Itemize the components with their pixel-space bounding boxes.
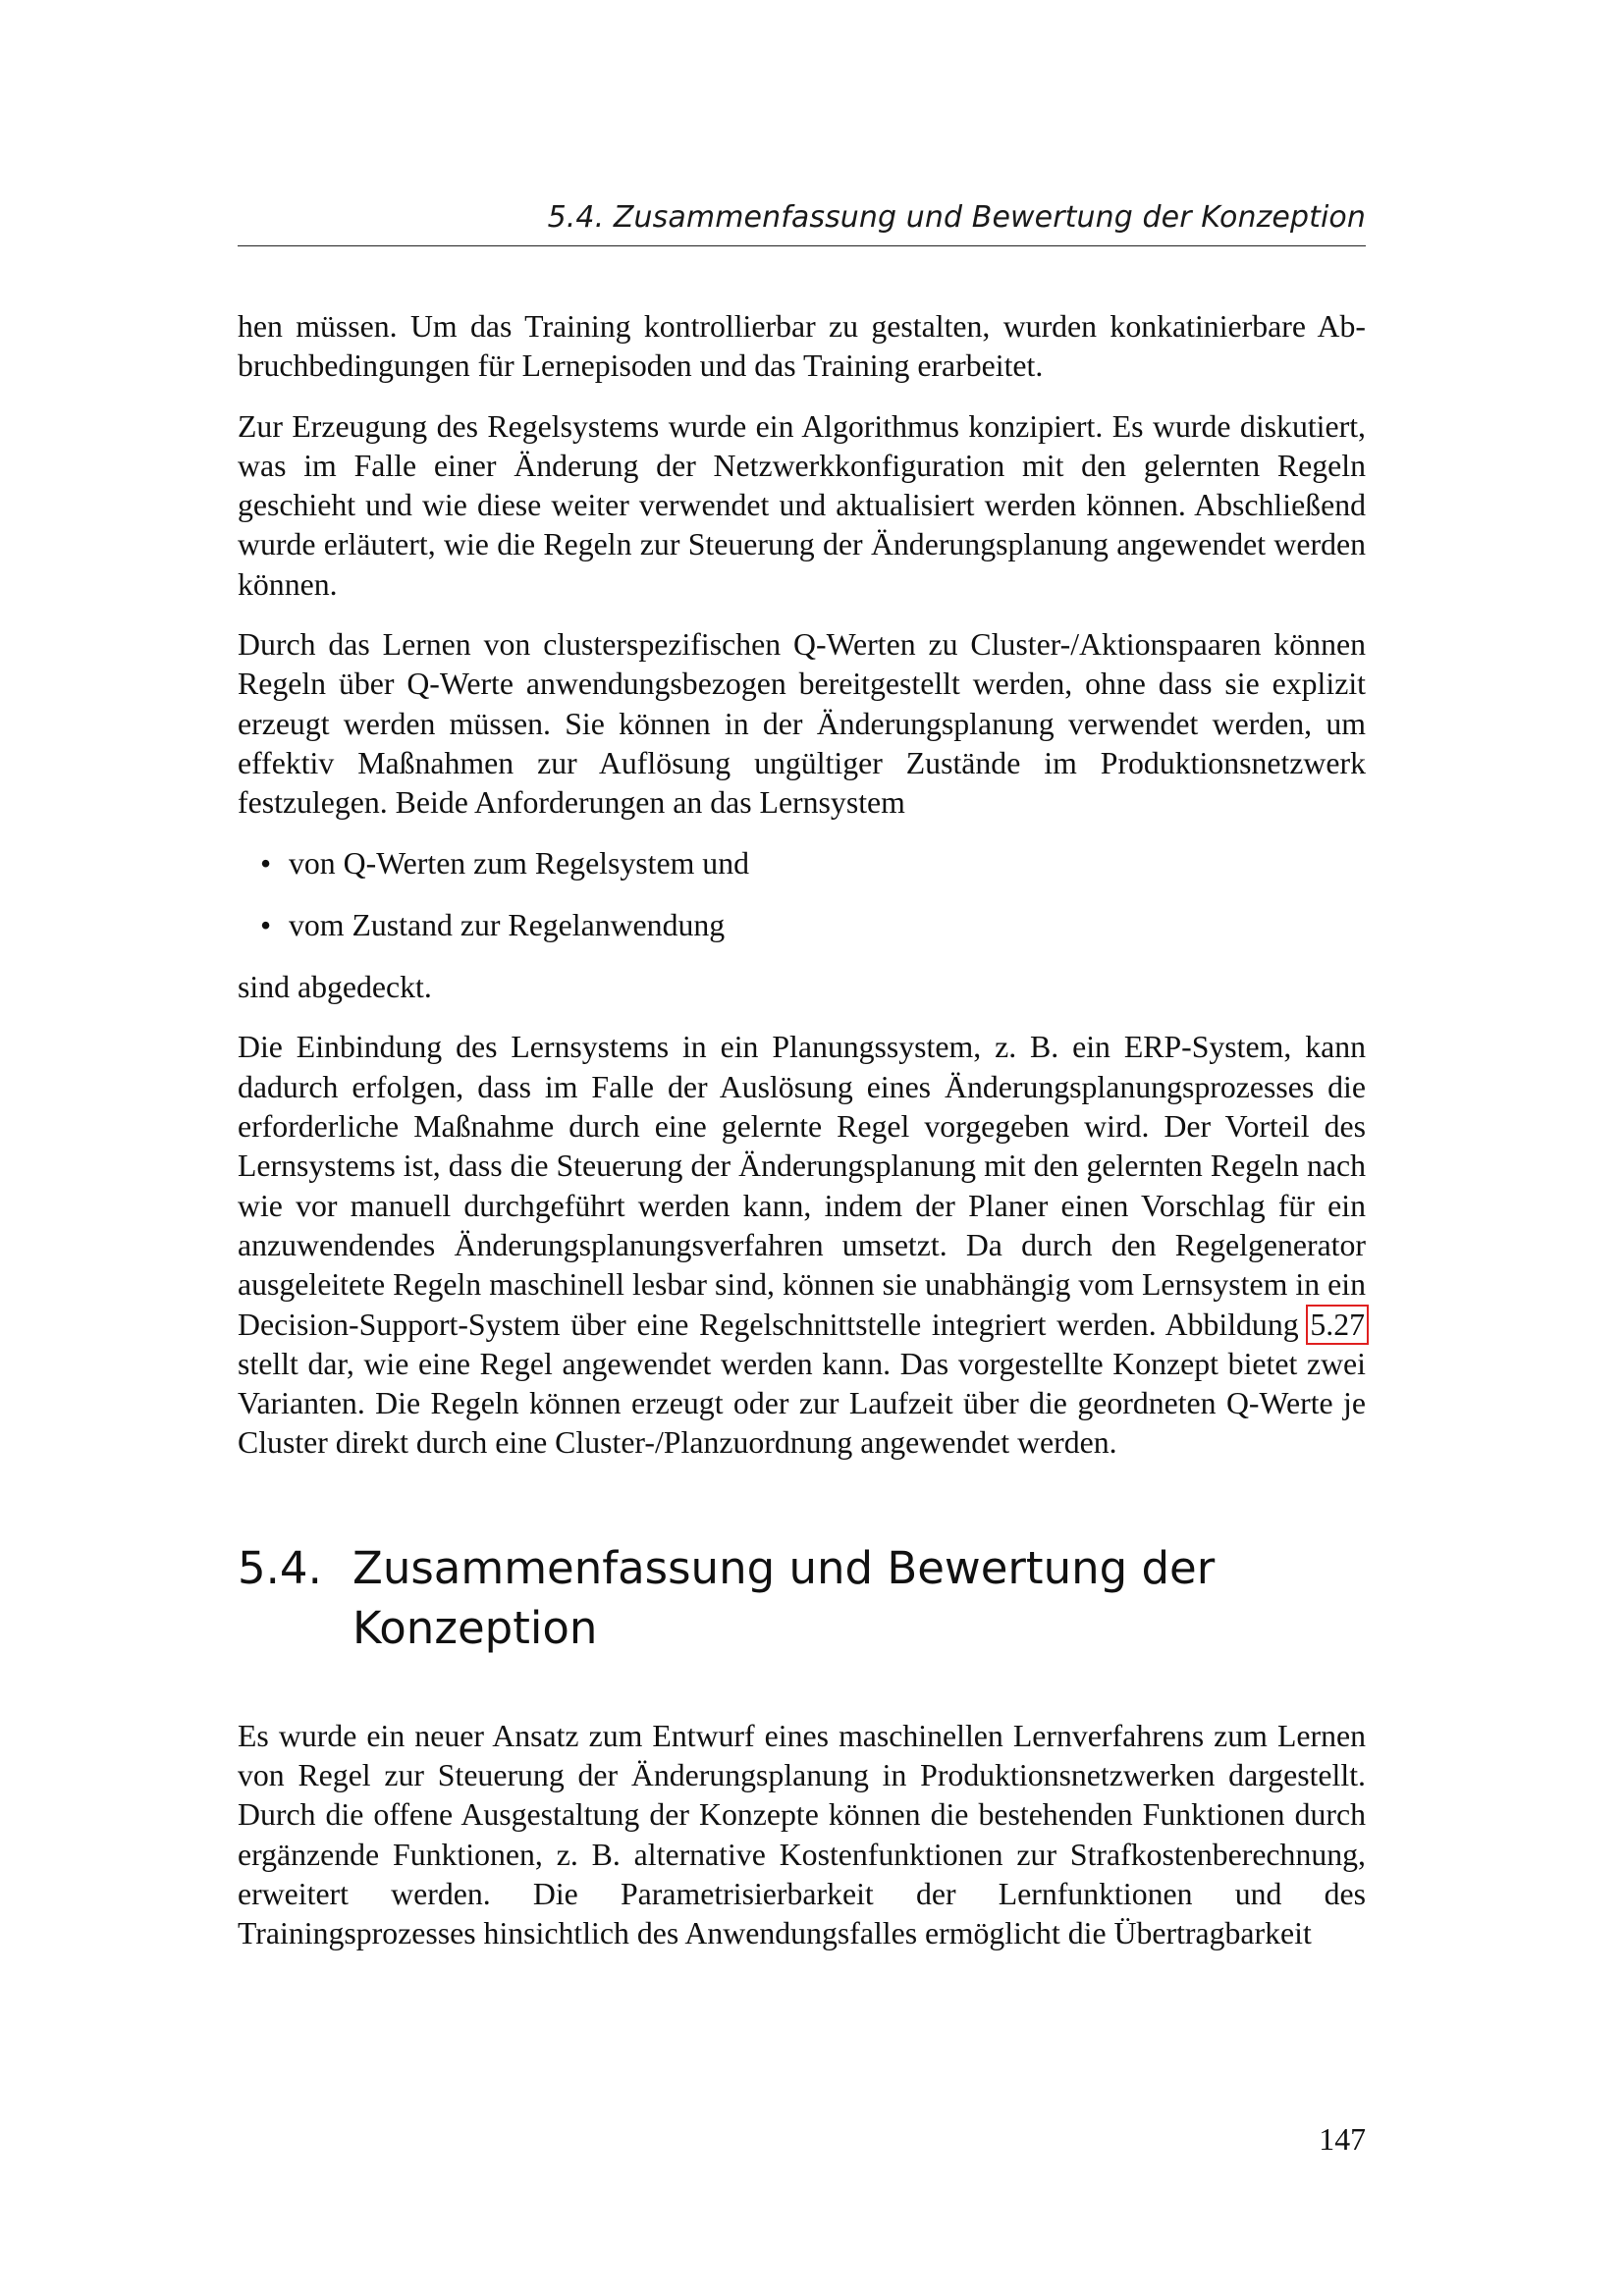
requirements-list [238,844,1366,946]
paragraph-covered: sind abgedeckt. [238,970,432,1005]
paragraph-integration-text-2: stellt dar, wie eine Regel angewendet werden kann. Das vorgestellte Konzept bietet zwei Varianten. Die Regeln können erzeugt oder zur Laufzeit über die geordneten Q-Werte je Cluster direkt durch eine Cluster-/Planzuordnung angewendet werden. [238,1346,1366,1461]
paragraph-rule-system: Zur Erzeugung des Regelsystems wurde ein Algorithmus konzipiert. Es wurde diskutiert, was im Falle einer Änderung der Netzwerkkonfiguration mit den gelernten Regeln geschieht und wie diese weiter verwendet und aktualisiert werden können. Abschließend wurde erläutert, wie die Regeln zur Steuerung der Änderungsplanung angewendet werden können. [238,408,1366,602]
running-header [238,192,1366,246]
list-item [260,844,1366,883]
list-item [260,906,1366,945]
running-header-text: 5.4. Zusammenfassung und Bewertung der Konzeption [547,200,1366,235]
list-item-text: von Q-Werten zum Regelsystem und [289,845,749,881]
paragraph-q-values: Durch das Lernen von clusterspezifischen Q-Werten zu Cluster-/Aktionspaaren können Regeln über Q-Werte anwendungsbezogen bereitgestellt werden, ohne dass sie explizit erzeugt werden müssen. Sie können in der Änderungsplanung verwendet werden, um effektiv Maßnahmen zur Auflösung ungültiger Zustände im Produktionsnetzwerk festzulegen. Beide Anforderungen an das Lernsystem [238,627,1366,821]
bullet-marker: • [260,845,272,881]
page-number: 147 [1319,2122,1366,2157]
figure-reference-link[interactable]: 5.27 [1310,1307,1365,1342]
paragraph-integration-text-1: Die Einbindung des Lernsystems in ein Planungssystem, z. B. ein ERP-System, kann dadurch erfolgen, dass im Falle der Auslösung eines Änderungsplanungsprozesses die erforderliche Maßnahme durch eine gelernte Regel vorgegeben wird. Der Vorteil des Lernsystems ist, dass die Steuerung der Änderungsplanung mit den gelernten Regeln nach wie vor manuell durchgeführt werden kann, indem der Planer einen Vorschlag für ein anzuwendendes Änderungsplanungsverfahren umsetzt. Da durch den Regelgenerator ausgeleitete Regeln maschinell lesbar sind, können sie unabhängig vom Lernsystem in ein Decision-Support-System über eine Regelschnittstelle integriert werden. Abbildung [238,1030,1366,1342]
paragraph-summary: Es wurde ein neuer Ansatz zum Entwurf eines maschinellen Lernverfahrens zum Lernen von Regel zur Steuerung der Änderungsplanung in Produktionsnetzwerken dargestellt. Durch die offene Ausgestaltung der Konzepte können die bestehenden Funktionen durch ergänzende Funktionen, z. B. alternative Kostenfunktionen zur Strafkostenberechnung, erweitert werden. Die Parametrisierbarkeit der Lernfunktionen und des Trainingsprozesses hinsichtlich des Anwendungsfalles ermöglicht die Übertragbarkeit [238,1718,1366,1951]
bullet-marker: • [260,907,272,942]
section-title: Zusammenfassung und Bewertung der Konzeption [352,1541,1216,1654]
body-text [238,307,1366,1975]
section-heading [238,1538,1366,1658]
paragraph-integration [238,1028,1366,1463]
list-item-text: vom Zustand zur Regelanwendung [289,907,726,942]
section-number: 5.4. [238,1541,322,1594]
paragraph-training-termination: hen müssen. Um das Training kontrollierbar zu gestalten, wurden konkatinierbare Abbruchbedingungen für Lernepisoden und das Training erarbeitet. [238,309,1366,384]
